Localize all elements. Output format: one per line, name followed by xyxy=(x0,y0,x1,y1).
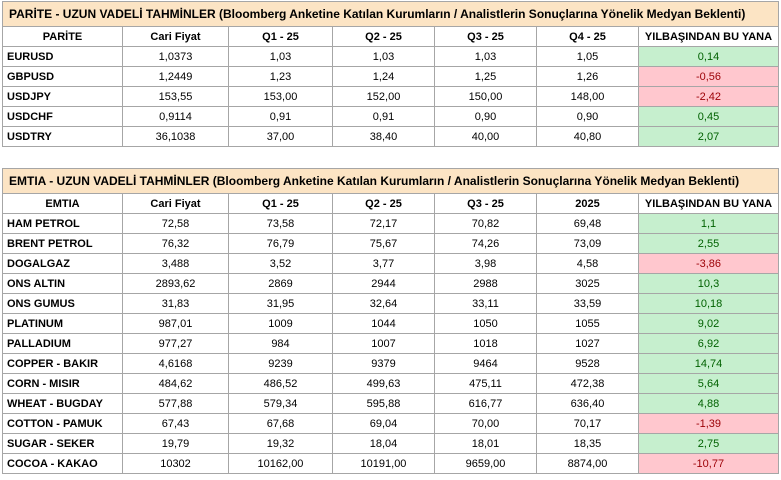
value-cell: 0,9114 xyxy=(123,107,229,127)
value-cell: 3,488 xyxy=(123,254,229,274)
value-cell: 4,58 xyxy=(537,254,639,274)
table-row xyxy=(3,234,779,254)
ytd-change-cell: 6,92 xyxy=(639,334,779,354)
value-cell: 577,88 xyxy=(123,394,229,414)
table-row xyxy=(3,254,779,274)
column-header: Q4 - 25 xyxy=(537,27,639,47)
value-cell: 1,03 xyxy=(435,47,537,67)
table-row xyxy=(3,374,779,394)
ytd-change-cell: 0,45 xyxy=(639,107,779,127)
ytd-change-cell: 2,75 xyxy=(639,434,779,454)
ytd-change-cell: -1,39 xyxy=(639,414,779,434)
value-cell: 9528 xyxy=(537,354,639,374)
value-cell: 3025 xyxy=(537,274,639,294)
table-row xyxy=(3,67,779,87)
value-cell: 1044 xyxy=(333,314,435,334)
value-cell: 10162,00 xyxy=(229,454,333,474)
value-cell: 70,00 xyxy=(435,414,537,434)
value-cell: 153,55 xyxy=(123,87,229,107)
value-cell: 1050 xyxy=(435,314,537,334)
value-cell: 31,83 xyxy=(123,294,229,314)
value-cell: 977,27 xyxy=(123,334,229,354)
table-row xyxy=(3,354,779,374)
value-cell: 2944 xyxy=(333,274,435,294)
value-cell: 18,01 xyxy=(435,434,537,454)
instrument-name: SUGAR - SEKER xyxy=(3,434,123,454)
value-cell: 36,1038 xyxy=(123,127,229,147)
commodity-forecast-table xyxy=(2,168,779,474)
value-cell: 4,6168 xyxy=(123,354,229,374)
currency-header-row xyxy=(3,27,779,47)
instrument-name: USDTRY xyxy=(3,127,123,147)
table-row xyxy=(3,127,779,147)
value-cell: 1055 xyxy=(537,314,639,334)
value-cell: 75,67 xyxy=(333,234,435,254)
value-cell: 472,38 xyxy=(537,374,639,394)
column-header: Q3 - 25 xyxy=(435,27,537,47)
instrument-name: DOGALGAZ xyxy=(3,254,123,274)
column-header: Q2 - 25 xyxy=(333,27,435,47)
value-cell: 1,05 xyxy=(537,47,639,67)
table-row xyxy=(3,394,779,414)
table-row xyxy=(3,87,779,107)
value-cell: 1,23 xyxy=(229,67,333,87)
instrument-name: USDJPY xyxy=(3,87,123,107)
value-cell: 3,77 xyxy=(333,254,435,274)
value-cell: 0,90 xyxy=(537,107,639,127)
column-header: Q2 - 25 xyxy=(333,194,435,214)
value-cell: 579,34 xyxy=(229,394,333,414)
value-cell: 40,80 xyxy=(537,127,639,147)
value-cell: 18,04 xyxy=(333,434,435,454)
instrument-name: COTTON - PAMUK xyxy=(3,414,123,434)
value-cell: 595,88 xyxy=(333,394,435,414)
value-cell: 153,00 xyxy=(229,87,333,107)
table-row xyxy=(3,334,779,354)
value-cell: 1,26 xyxy=(537,67,639,87)
value-cell: 67,68 xyxy=(229,414,333,434)
commodity-header-row xyxy=(3,194,779,214)
value-cell: 70,82 xyxy=(435,214,537,234)
value-cell: 984 xyxy=(229,334,333,354)
currency-table-title: PARİTE - UZUN VADELİ TAHMİNLER (Bloomberg Anketine Katılan Kurumların / Analistlerin Sonuçlarına Yönelik Medyan Beklenti) xyxy=(3,2,779,27)
instrument-name: HAM PETROL xyxy=(3,214,123,234)
instrument-name: EURUSD xyxy=(3,47,123,67)
value-cell: 69,04 xyxy=(333,414,435,434)
value-cell: 9464 xyxy=(435,354,537,374)
ytd-change-cell: 5,64 xyxy=(639,374,779,394)
instrument-name: COPPER - BAKIR xyxy=(3,354,123,374)
table-row xyxy=(3,47,779,67)
ytd-change-cell: 14,74 xyxy=(639,354,779,374)
value-cell: 38,40 xyxy=(333,127,435,147)
value-cell: 1,24 xyxy=(333,67,435,87)
ytd-change-cell: 9,02 xyxy=(639,314,779,334)
value-cell: 32,64 xyxy=(333,294,435,314)
column-header: YILBAŞINDAN BU YANA xyxy=(639,27,779,47)
value-cell: 37,00 xyxy=(229,127,333,147)
value-cell: 499,63 xyxy=(333,374,435,394)
column-header: Cari Fiyat xyxy=(123,27,229,47)
value-cell: 1,0373 xyxy=(123,47,229,67)
value-cell: 1,03 xyxy=(333,47,435,67)
value-cell: 18,35 xyxy=(537,434,639,454)
column-header: Q1 - 25 xyxy=(229,27,333,47)
value-cell: 9379 xyxy=(333,354,435,374)
value-cell: 3,52 xyxy=(229,254,333,274)
value-cell: 76,79 xyxy=(229,234,333,254)
commodity-table-title: EMTIA - UZUN VADELİ TAHMİNLER (Bloomberg Anketine Katılan Kurumların / Analistlerin Sonuçlarına Yönelik Medyan Beklenti) xyxy=(3,169,779,194)
value-cell: 76,32 xyxy=(123,234,229,254)
column-header: Q1 - 25 xyxy=(229,194,333,214)
value-cell: 70,17 xyxy=(537,414,639,434)
value-cell: 33,59 xyxy=(537,294,639,314)
instrument-name: CORN - MISIR xyxy=(3,374,123,394)
value-cell: 69,48 xyxy=(537,214,639,234)
value-cell: 1027 xyxy=(537,334,639,354)
table-row xyxy=(3,214,779,234)
ytd-change-cell: 10,3 xyxy=(639,274,779,294)
instrument-name: COCOA - KAKAO xyxy=(3,454,123,474)
ytd-change-cell: 10,18 xyxy=(639,294,779,314)
value-cell: 3,98 xyxy=(435,254,537,274)
value-cell: 33,11 xyxy=(435,294,537,314)
value-cell: 1009 xyxy=(229,314,333,334)
ytd-change-cell: 4,88 xyxy=(639,394,779,414)
ytd-change-cell: 1,1 xyxy=(639,214,779,234)
table-row xyxy=(3,434,779,454)
instrument-name: BRENT PETROL xyxy=(3,234,123,254)
value-cell: 19,32 xyxy=(229,434,333,454)
instrument-name: ONS ALTIN xyxy=(3,274,123,294)
value-cell: 148,00 xyxy=(537,87,639,107)
column-header: EMTIA xyxy=(3,194,123,214)
value-cell: 1007 xyxy=(333,334,435,354)
value-cell: 0,91 xyxy=(333,107,435,127)
value-cell: 2988 xyxy=(435,274,537,294)
value-cell: 636,40 xyxy=(537,394,639,414)
value-cell: 1,25 xyxy=(435,67,537,87)
value-cell: 2869 xyxy=(229,274,333,294)
instrument-name: USDCHF xyxy=(3,107,123,127)
ytd-change-cell: -2,42 xyxy=(639,87,779,107)
ytd-change-cell: 0,14 xyxy=(639,47,779,67)
value-cell: 10302 xyxy=(123,454,229,474)
value-cell: 2893,62 xyxy=(123,274,229,294)
value-cell: 1,03 xyxy=(229,47,333,67)
value-cell: 73,09 xyxy=(537,234,639,254)
column-header: Q3 - 25 xyxy=(435,194,537,214)
value-cell: 72,58 xyxy=(123,214,229,234)
value-cell: 31,95 xyxy=(229,294,333,314)
value-cell: 67,43 xyxy=(123,414,229,434)
value-cell: 0,91 xyxy=(229,107,333,127)
value-cell: 8874,00 xyxy=(537,454,639,474)
instrument-name: ONS GUMUS xyxy=(3,294,123,314)
column-header: YILBAŞINDAN BU YANA xyxy=(639,194,779,214)
table-row xyxy=(3,107,779,127)
ytd-change-cell: 2,55 xyxy=(639,234,779,254)
column-header: Cari Fiyat xyxy=(123,194,229,214)
value-cell: 73,58 xyxy=(229,214,333,234)
value-cell: 484,62 xyxy=(123,374,229,394)
value-cell: 150,00 xyxy=(435,87,537,107)
value-cell: 152,00 xyxy=(333,87,435,107)
instrument-name: GBPUSD xyxy=(3,67,123,87)
value-cell: 987,01 xyxy=(123,314,229,334)
value-cell: 40,00 xyxy=(435,127,537,147)
value-cell: 1018 xyxy=(435,334,537,354)
value-cell: 1,2449 xyxy=(123,67,229,87)
value-cell: 616,77 xyxy=(435,394,537,414)
table-row xyxy=(3,274,779,294)
value-cell: 19,79 xyxy=(123,434,229,454)
value-cell: 72,17 xyxy=(333,214,435,234)
value-cell: 9239 xyxy=(229,354,333,374)
currency-forecast-table xyxy=(2,1,779,147)
table-row xyxy=(3,414,779,434)
ytd-change-cell: 2,07 xyxy=(639,127,779,147)
value-cell: 486,52 xyxy=(229,374,333,394)
value-cell: 74,26 xyxy=(435,234,537,254)
ytd-change-cell: -3,86 xyxy=(639,254,779,274)
value-cell: 475,11 xyxy=(435,374,537,394)
instrument-name: PALLADIUM xyxy=(3,334,123,354)
column-header: 2025 xyxy=(537,194,639,214)
ytd-change-cell: -0,56 xyxy=(639,67,779,87)
value-cell: 9659,00 xyxy=(435,454,537,474)
instrument-name: WHEAT - BUGDAY xyxy=(3,394,123,414)
column-header: PARİTE xyxy=(3,27,123,47)
value-cell: 0,90 xyxy=(435,107,537,127)
table-row xyxy=(3,314,779,334)
table-row xyxy=(3,294,779,314)
value-cell: 10191,00 xyxy=(333,454,435,474)
ytd-change-cell: -10,77 xyxy=(639,454,779,474)
table-row xyxy=(3,454,779,474)
instrument-name: PLATINUM xyxy=(3,314,123,334)
